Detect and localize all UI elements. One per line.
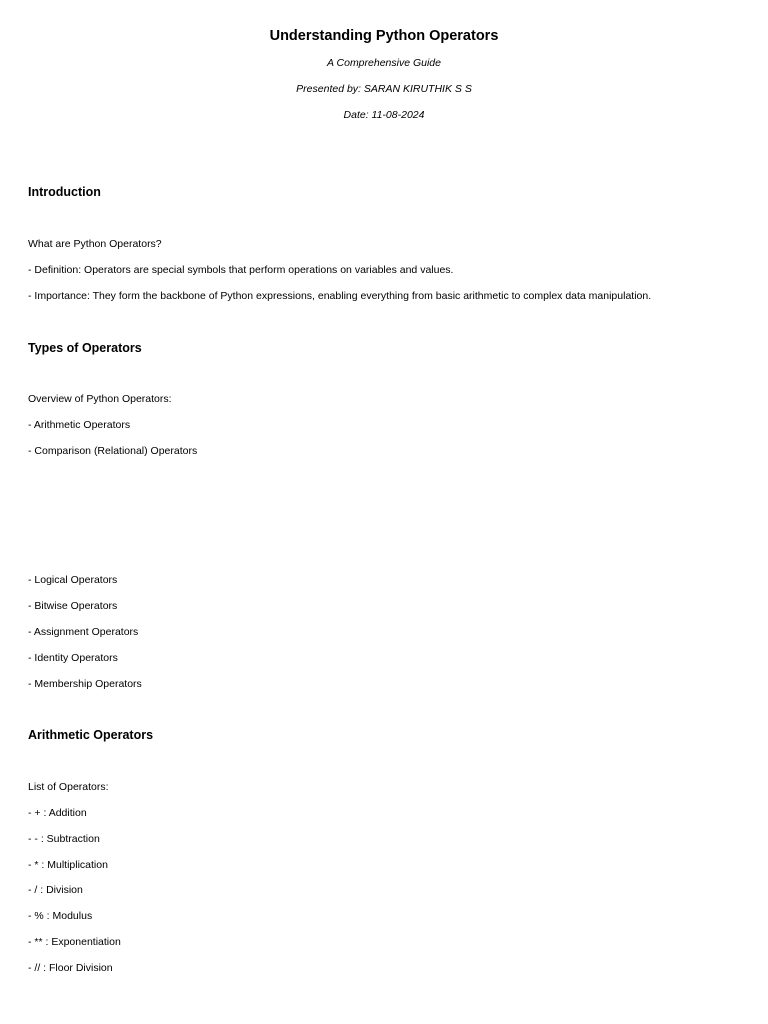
section-heading-introduction: Introduction: [28, 185, 101, 199]
document-title: Understanding Python Operators: [269, 28, 499, 44]
intro-question: What are Python Operators?: [28, 238, 162, 250]
list-item: - Identity Operators: [28, 652, 118, 664]
list-item: - Membership Operators: [28, 678, 142, 690]
arithmetic-list-intro: List of Operators:: [28, 781, 109, 793]
intro-importance: - Importance: They form the backbone of Python expressions, enabling everything from basic arithmetic to complex data manipulation.: [28, 290, 652, 302]
list-item: - * : Multiplication: [28, 859, 108, 871]
list-item: - / : Division: [28, 884, 83, 896]
list-item: - - : Subtraction: [28, 833, 100, 845]
intro-definition: - Definition: Operators are special symbols that perform operations on variables and values.: [28, 264, 454, 276]
list-item: - Comparison (Relational) Operators: [28, 445, 198, 457]
list-item: - Bitwise Operators: [28, 600, 118, 612]
list-item: - Arithmetic Operators: [28, 419, 131, 431]
list-item: - ** : Exponentiation: [28, 936, 121, 948]
section-heading-arithmetic: Arithmetic Operators: [28, 728, 154, 742]
section-heading-types: Types of Operators: [28, 341, 142, 355]
list-item: - // : Floor Division: [28, 962, 113, 974]
document-subtitle: A Comprehensive Guide: [326, 57, 441, 69]
list-item: - + : Addition: [28, 807, 87, 819]
list-item: - Logical Operators: [28, 574, 118, 586]
types-overview: Overview of Python Operators:: [28, 393, 172, 405]
list-item: - % : Modulus: [28, 910, 93, 922]
date-line: Date: 11-08-2024: [343, 109, 425, 121]
presenter-line: Presented by: SARAN KIRUTHIK S S: [296, 83, 472, 95]
list-item: - Assignment Operators: [28, 626, 139, 638]
